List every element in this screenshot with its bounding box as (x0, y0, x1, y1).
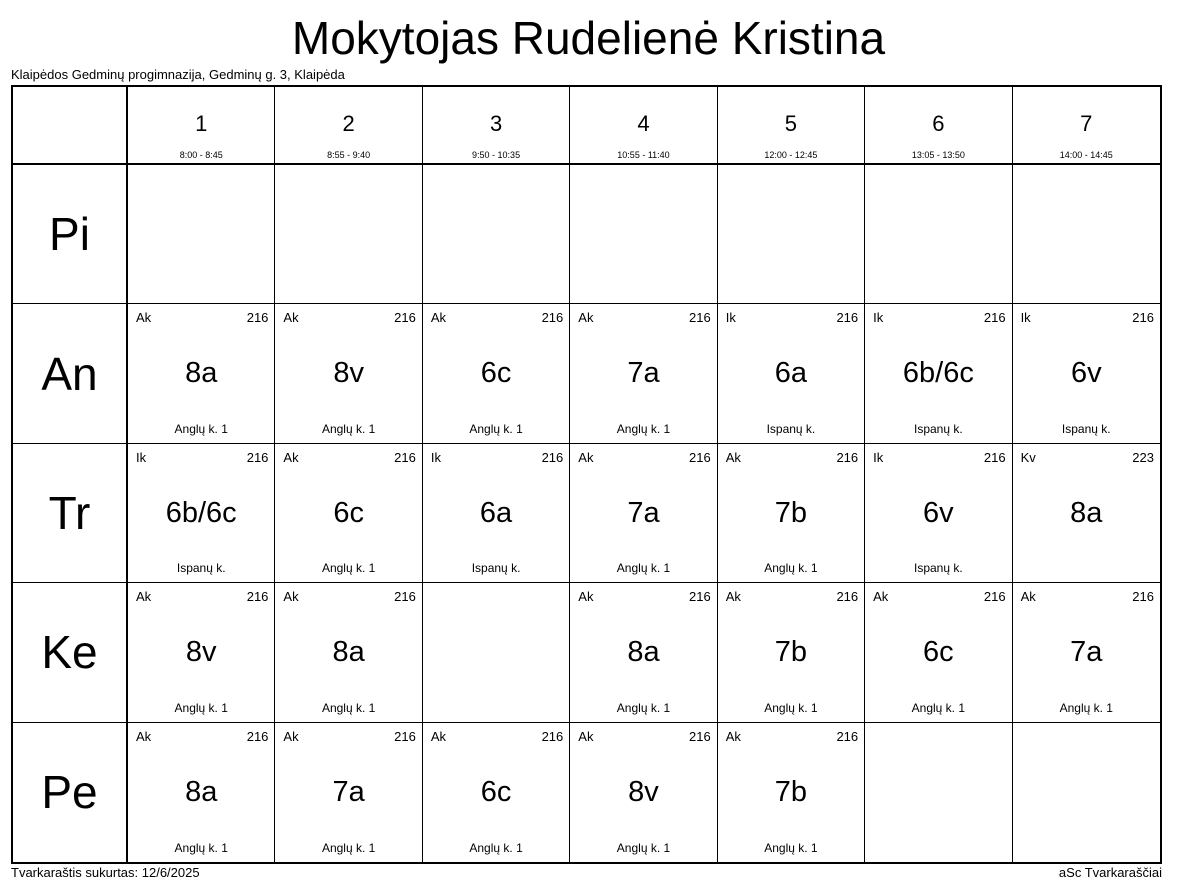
lesson-subject: Anglų k. 1 (469, 840, 523, 855)
period-time: 8:55 - 9:40 (327, 150, 371, 160)
empty-lesson-cell (423, 165, 570, 304)
lesson-room: 216 (836, 589, 859, 605)
day-label: Pe (41, 766, 98, 819)
lesson-room: 216 (394, 449, 416, 465)
period-header (865, 87, 1012, 165)
lesson-room: 216 (246, 589, 269, 605)
lesson-class: 8v (333, 357, 364, 390)
lesson-teacher: Ak (725, 728, 741, 744)
lesson-teacher: Ik (873, 310, 884, 326)
lesson-subject: Ispanų k. (914, 561, 963, 576)
lesson-class: 8a (627, 636, 660, 669)
lesson-subject: Ispanų k. (176, 561, 226, 576)
lesson-room: 216 (394, 310, 416, 326)
lesson-subject: Anglų k. 1 (174, 421, 228, 436)
lesson-teacher: Ak (725, 449, 741, 465)
lesson-teacher: Ak (1020, 589, 1036, 605)
empty-lesson-cell (128, 165, 275, 304)
lesson-subject: Anglų k. 1 (764, 840, 818, 855)
lesson-cell[interactable] (865, 583, 1012, 722)
lesson-teacher: Ak (578, 589, 594, 605)
lesson-teacher: Ak (873, 589, 889, 605)
lesson-cell[interactable] (128, 304, 275, 443)
empty-lesson-cell (865, 723, 1012, 862)
lesson-cell[interactable] (1013, 583, 1160, 722)
lesson-subject: Anglų k. 1 (174, 840, 228, 855)
lesson-subject: Anglų k. 1 (764, 700, 818, 715)
lesson-teacher: Ak (430, 728, 447, 744)
lesson-cell[interactable] (570, 304, 717, 443)
period-header (275, 87, 422, 165)
period-number: 3 (489, 111, 503, 136)
lesson-room: 223 (1132, 449, 1154, 465)
period-number: 1 (195, 111, 208, 136)
lesson-cell[interactable] (423, 723, 570, 862)
lesson-cell[interactable] (718, 304, 865, 443)
lesson-cell[interactable] (718, 723, 865, 862)
empty-lesson-cell (1013, 165, 1160, 304)
day-label: Ke (41, 626, 98, 679)
period-header (423, 87, 570, 165)
lesson-room: 216 (541, 449, 564, 465)
lesson-subject: Anglų k. 1 (616, 561, 671, 576)
lesson-class: 6v (1070, 357, 1102, 390)
lesson-cell[interactable] (275, 304, 422, 443)
lesson-class: 6a (479, 496, 513, 529)
corner-cell (13, 87, 128, 165)
timetable-grid (11, 85, 1162, 864)
lesson-subject: Anglų k. 1 (616, 840, 671, 855)
lesson-room: 216 (689, 589, 711, 605)
lesson-cell[interactable] (275, 444, 422, 583)
created-date: Tvarkaraštis sukurtas: 12/6/2025 (11, 865, 200, 880)
lesson-class: 7a (332, 775, 365, 808)
lesson-subject: Anglų k. 1 (764, 561, 818, 576)
day-label: Tr (48, 486, 91, 539)
lesson-subject: Anglų k. 1 (321, 421, 376, 436)
day-header (13, 723, 128, 862)
period-number: 4 (637, 111, 650, 136)
lesson-class: 8v (628, 775, 659, 808)
lesson-teacher: Ak (136, 728, 152, 744)
period-number: 7 (1080, 111, 1093, 136)
lesson-cell[interactable] (128, 444, 275, 583)
lesson-room: 216 (689, 310, 711, 326)
lesson-room: 216 (689, 449, 711, 465)
lesson-teacher: Ak (578, 310, 594, 326)
lesson-subject: Ispanų k. (471, 561, 521, 576)
lesson-class: 7a (627, 496, 660, 529)
lesson-class: 8v (185, 636, 217, 669)
lesson-class: 6b/6c (902, 357, 974, 390)
lesson-room: 216 (394, 728, 416, 744)
day-label: An (41, 347, 98, 400)
lesson-class: 6c (480, 775, 512, 808)
lesson-teacher: Ik (725, 310, 736, 326)
lesson-class: 7a (1070, 636, 1103, 669)
period-header (1013, 87, 1160, 165)
day-header (13, 304, 128, 443)
lesson-room: 216 (983, 310, 1006, 326)
lesson-subject: Anglų k. 1 (321, 840, 376, 855)
period-time: 13:05 - 13:50 (911, 150, 965, 160)
lesson-class: 7b (774, 775, 808, 808)
period-header (718, 87, 865, 165)
lesson-class: 6c (333, 496, 364, 529)
lesson-class: 6c (923, 636, 954, 669)
lesson-teacher: Ik (136, 449, 147, 465)
lesson-teacher: Ik (873, 449, 884, 465)
lesson-room: 216 (246, 728, 269, 744)
empty-lesson-cell (275, 165, 422, 304)
lesson-subject: Anglų k. 1 (1059, 700, 1113, 715)
school-address: Klaipėdos Gedminų progimnazija, Gedminų g. 3, Klaipėda (11, 67, 345, 82)
generator-credit: aSc Tvarkaraščiai (1058, 865, 1162, 880)
lesson-subject: Anglų k. 1 (469, 421, 523, 436)
lesson-teacher: Ak (283, 589, 299, 605)
empty-lesson-cell (423, 583, 570, 722)
lesson-class: 7b (774, 636, 808, 669)
period-header (128, 87, 275, 165)
empty-lesson-cell (718, 165, 865, 304)
lesson-room: 216 (1132, 589, 1154, 605)
lesson-teacher: Ak (578, 728, 594, 744)
lesson-room: 216 (246, 310, 269, 326)
day-label: Pi (49, 208, 90, 261)
lesson-cell[interactable] (570, 723, 717, 862)
lesson-cell[interactable] (128, 583, 275, 722)
empty-lesson-cell (865, 165, 1012, 304)
day-header (13, 444, 128, 583)
period-time: 8:00 - 8:45 (179, 150, 223, 160)
lesson-teacher: Ak (283, 728, 299, 744)
lesson-cell[interactable] (570, 583, 717, 722)
lesson-class: 8a (185, 775, 218, 808)
lesson-subject: Ispanų k. (914, 421, 963, 436)
period-number: 5 (784, 111, 798, 136)
period-time: 14:00 - 14:45 (1059, 150, 1113, 160)
lesson-cell[interactable] (1013, 444, 1160, 583)
empty-lesson-cell (570, 165, 717, 304)
lesson-room: 216 (541, 310, 564, 326)
lesson-subject: Anglų k. 1 (321, 700, 376, 715)
lesson-subject: Ispanų k. (1061, 421, 1111, 436)
lesson-teacher: Ak (578, 449, 594, 465)
lesson-room: 216 (983, 449, 1006, 465)
lesson-teacher: Ak (283, 310, 299, 326)
day-header (13, 165, 128, 304)
period-number: 6 (932, 111, 945, 136)
lesson-class: 7b (774, 496, 808, 529)
lesson-cell[interactable] (865, 304, 1012, 443)
lesson-cell[interactable] (275, 583, 422, 722)
lesson-room: 216 (541, 728, 564, 744)
lesson-subject: Anglų k. 1 (616, 421, 671, 436)
lesson-teacher: Ak (725, 589, 741, 605)
lesson-cell[interactable] (718, 583, 865, 722)
lesson-class: 8a (1070, 496, 1103, 529)
lesson-cell[interactable] (423, 304, 570, 443)
lesson-cell[interactable] (865, 444, 1012, 583)
lesson-subject: Anglų k. 1 (174, 700, 228, 715)
lesson-room: 216 (836, 449, 859, 465)
lesson-cell[interactable] (570, 444, 717, 583)
lesson-class: 8a (185, 357, 218, 390)
period-header (570, 87, 717, 165)
lesson-room: 216 (394, 589, 416, 605)
period-time: 12:00 - 12:45 (764, 150, 818, 160)
lesson-room: 216 (983, 589, 1006, 605)
lesson-class: 6a (774, 357, 808, 390)
lesson-teacher: Ak (283, 449, 299, 465)
lesson-subject: Anglų k. 1 (911, 700, 966, 715)
lesson-room: 216 (836, 728, 859, 744)
lesson-cell[interactable] (718, 444, 865, 583)
lesson-room: 216 (689, 728, 711, 744)
lesson-class: 6c (480, 357, 512, 390)
lesson-cell[interactable] (423, 444, 570, 583)
lesson-room: 216 (836, 310, 859, 326)
lesson-class: 8a (332, 636, 365, 669)
lesson-cell[interactable] (275, 723, 422, 862)
day-header (13, 583, 128, 722)
lesson-teacher: Kv (1020, 449, 1036, 465)
lesson-class: 7a (627, 357, 660, 390)
period-time: 9:50 - 10:35 (472, 150, 521, 160)
lesson-class: 6b/6c (165, 496, 237, 529)
lesson-teacher: Ik (1020, 310, 1031, 326)
empty-lesson-cell (1013, 723, 1160, 862)
lesson-teacher: Ak (136, 310, 152, 326)
lesson-subject: Anglų k. 1 (321, 561, 376, 576)
lesson-teacher: Ak (136, 589, 152, 605)
lesson-class: 6v (923, 496, 954, 529)
period-number: 2 (342, 111, 355, 136)
lesson-subject: Ispanų k. (766, 421, 816, 436)
lesson-subject: Anglų k. 1 (616, 700, 671, 715)
lesson-room: 216 (246, 449, 269, 465)
page-title: Mokytojas Rudelienė Kristina (291, 12, 886, 64)
lesson-teacher: Ak (430, 310, 447, 326)
lesson-cell[interactable] (1013, 304, 1160, 443)
lesson-room: 216 (1132, 310, 1154, 326)
lesson-teacher: Ik (430, 449, 441, 465)
period-time: 10:55 - 11:40 (617, 150, 670, 160)
lesson-cell[interactable] (128, 723, 275, 862)
